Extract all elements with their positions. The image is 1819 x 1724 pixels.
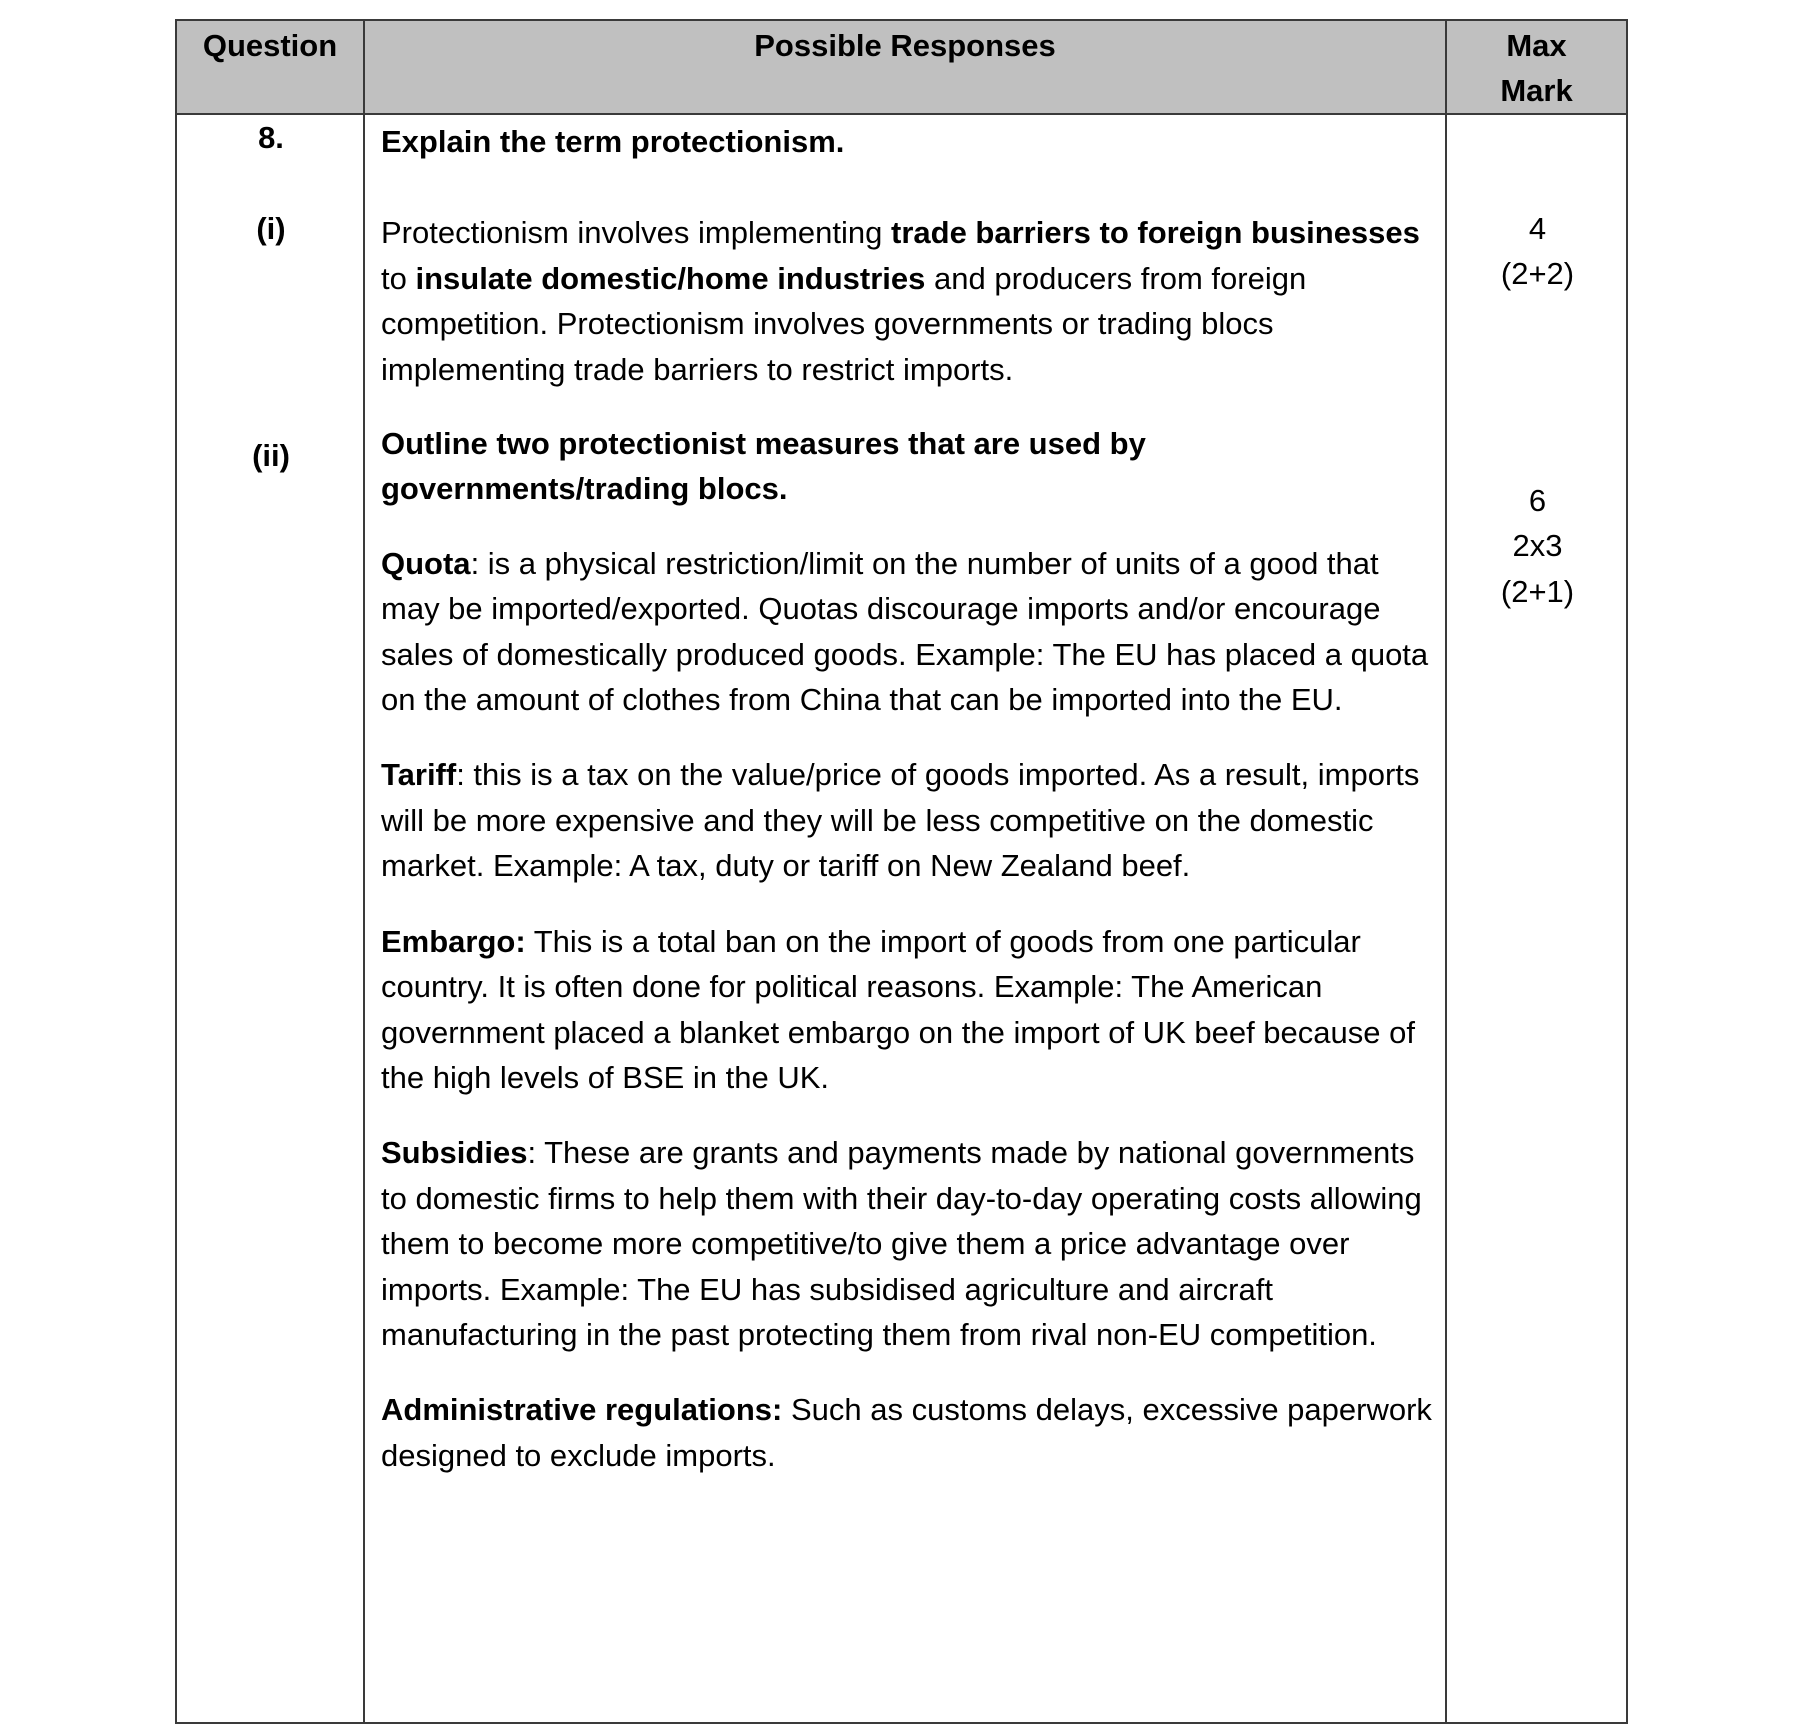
question-number: 8.: [258, 120, 284, 155]
question-part-i-label: (i): [256, 211, 286, 246]
measure-text: : this is a tax on the value/price of goods imported. As a result, imports will be more expensive and they will be less competitive on the domestic market. Example: A tax, duty or tariff on New Zealand beef.: [381, 757, 1420, 884]
part-i-answer-text-1: Protectionism involves implementing: [381, 215, 891, 251]
measure-term: Administrative regulations:: [381, 1392, 783, 1428]
measure-subsidies: [381, 1130, 1435, 1357]
part-i-answer-key-2: insulate domestic/home industries: [415, 260, 926, 296]
part-ii-prompt: Outline two protectionist measures that are used by governments/trading blocs.: [381, 426, 1146, 507]
header-max-mark: [1446, 20, 1627, 114]
question-part-ii-label: (ii): [252, 438, 290, 473]
header-max-mark-line1: Max: [1506, 28, 1567, 63]
measure-term: Tariff: [381, 757, 457, 793]
part-i-mark: 4: [1528, 211, 1547, 246]
responses-cell: [364, 114, 1446, 1723]
part-ii-mark: 6: [1528, 483, 1547, 518]
part-i-answer-key-1: trade barriers to foreign businesses: [891, 215, 1420, 251]
table-header-row: [176, 20, 1627, 114]
max-mark-cell: [1446, 114, 1627, 1723]
header-max-mark-line2: Mark: [1500, 73, 1573, 108]
marking-scheme-page: [175, 19, 1626, 1720]
measure-text: Such as customs delays, excessive paperwork designed to exclude imports.: [381, 1392, 1432, 1473]
measure-term: Quota: [381, 545, 471, 581]
measure-text: This is a total ban on the import of goods from one particular country. It is often done for political reasons. Example: The American government placed a blanket embargo on the import of UK beef because of the high levels of BSE in the UK.: [381, 923, 1415, 1095]
measure-text: : These are grants and payments made by national governments to domestic firms to help them with their day-to-day operating costs allowing them to become more competitive/to give them a price advantage over imports. Example: The EU has subsidised agriculture and aircraft manufacturing in the past protecting them from rival non-EU competition.: [381, 1135, 1422, 1352]
part-i-answer-text-2: to: [381, 260, 416, 296]
measure-administrative-regulations: [381, 1387, 1435, 1478]
part-i-answer: [381, 210, 1435, 392]
question-cell: [176, 114, 364, 1723]
part-i-mark-breakdown: (2+2): [1500, 256, 1575, 292]
part-ii-mark-split: 2x3: [1512, 528, 1563, 564]
marking-scheme-table: [175, 19, 1628, 1724]
part-i-prompt: Explain the term protectionism.: [381, 124, 845, 159]
header-question: [176, 20, 364, 114]
measure-term: Subsidies: [381, 1135, 528, 1171]
part-ii-mark-breakdown: (2+1): [1500, 573, 1575, 609]
measure-embargo: [381, 919, 1435, 1101]
measure-tariff: [381, 752, 1435, 888]
part-ii-mark-block: [1447, 478, 1628, 614]
header-responses: [364, 20, 1446, 114]
measure-term: Embargo:: [381, 923, 526, 959]
measure-quota: [381, 541, 1435, 723]
part-i-mark-block: [1447, 206, 1628, 297]
header-responses-label: Possible Responses: [754, 28, 1056, 63]
measure-text: : is a physical restriction/limit on the number of units of a good that may be imported/exported. Quotas discourage imports and/or encourage sales of domestically produced goods. Example: The EU has placed a quota on the amount of clothes from China that can be imported into the EU.: [381, 545, 1429, 718]
table-row: [176, 114, 1627, 1723]
header-question-label: Question: [202, 28, 338, 63]
part-i-answer-text-3: and producers from foreign competition. Protectionism involves governments or trading blocs implementing trade barriers to restrict imports.: [381, 260, 1307, 387]
